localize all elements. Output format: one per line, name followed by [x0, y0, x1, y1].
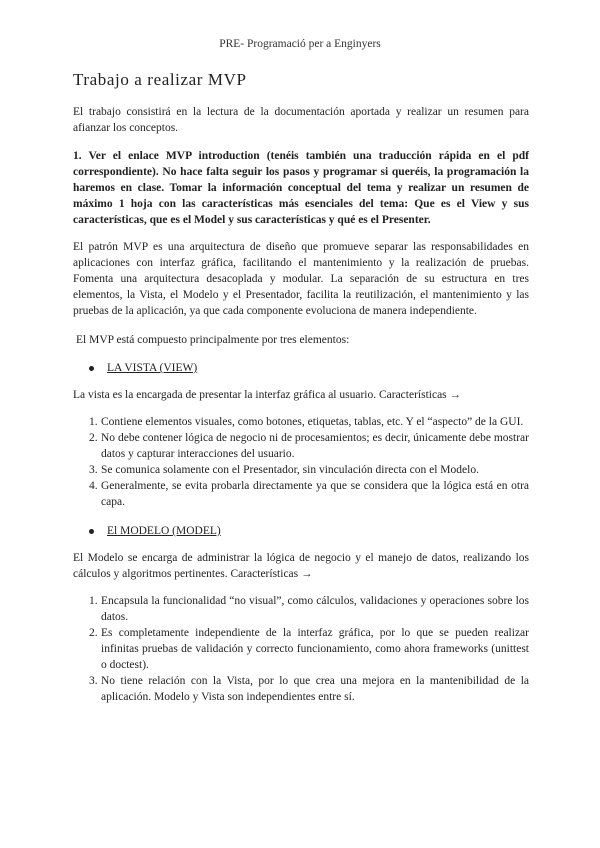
section-bullet-view	[73, 360, 529, 376]
list-item: 2. No debe contener lógica de negocio ni de procesamientos; es decir, únicamente debe mostrar datos y capturar interacciones del usuario.	[89, 432, 529, 460]
list-item: 3. No tiene relación con la Vista, por lo que crea una mejora en la mantenibilidad de la aplicación. Modelo y Vista son independientes entre sí.	[89, 675, 529, 703]
section-description-view: La vista es la encargada de presentar la interfaz gráfica al usuario. Características →	[73, 389, 462, 401]
list-item: 4. Generalmente, se evita probarla directamente ya que se considera que la lógica está en otra capa.	[89, 480, 529, 508]
list-item: 1. Contiene elementos visuales, como botones, etiquetas, tablas, etc. Y el “aspecto” de la GUI.	[89, 416, 524, 428]
model-characteristics-list	[73, 593, 529, 705]
list-item: 3. Se comunica solamente con el Presentador, sin vinculación directa con el Modelo.	[89, 464, 479, 476]
bullet-icon	[89, 529, 94, 534]
page-header: PRE- Programació per a Enginyers	[219, 38, 381, 50]
list-item: 1. Encapsula la funcionalidad “no visual”, como cálculos, validaciones y operaciones sobre los datos.	[89, 595, 529, 623]
section-heading-view: LA VISTA (VIEW)	[107, 362, 198, 374]
instruction-paragraph: 1. Ver el enlace MVP introduction (tenéis también una traducción rápida en el pdf correspondiente). No hace falta seguir los pasos y programar si queréis, la programación la haremos en clase. Tomar la información conceptual del tema y realizar un resumen de máximo 1 hoja con las características más esenciales del tema: Que es el View y sus características, que es el Model y sus características y qué es el Presenter.	[73, 150, 529, 226]
section-heading-model: El MODELO (MODEL)	[107, 525, 221, 537]
list-item: 2. Es completamente independiente de la interfaz gráfica, por lo que se pueden realizar infinitas pruebas de validación y correcto funcionamiento, como ahora frameworks (unittest o doctest).	[89, 627, 529, 671]
pattern-paragraph: El patrón MVP es una arquitectura de diseño que promueve separar las responsabilidades en aplicaciones con interfaz gráfica, facilitando el mantenimiento y la realización de pruebas. Fomenta una arquitectura desacoplada y modular. La separación de su estructura en tres elementos, la Vista, el Modelo y el Presentador, facilita la reutilización, el mantenimiento y las pruebas de la aplicación, ya que cada componente evoluciona de manera independiente.	[73, 241, 529, 317]
section-description-model: El Modelo se encarga de administrar la lógica de negocio y el manejo de datos, realizando los cálculos y algoritmos pertinentes. Características →	[73, 552, 529, 580]
section-bullet-model	[73, 523, 529, 539]
intro-paragraph: El trabajo consistirá en la lectura de la documentación aportada y realizar un resumen para afianzar los conceptos.	[73, 106, 529, 134]
composed-paragraph: El MVP está compuesto principalmente por tres elementos:	[76, 334, 350, 346]
bullet-icon	[89, 366, 94, 371]
view-characteristics-list	[73, 414, 529, 510]
page-title: Trabajo a realizar MVP	[73, 70, 247, 89]
document-body	[73, 70, 529, 718]
